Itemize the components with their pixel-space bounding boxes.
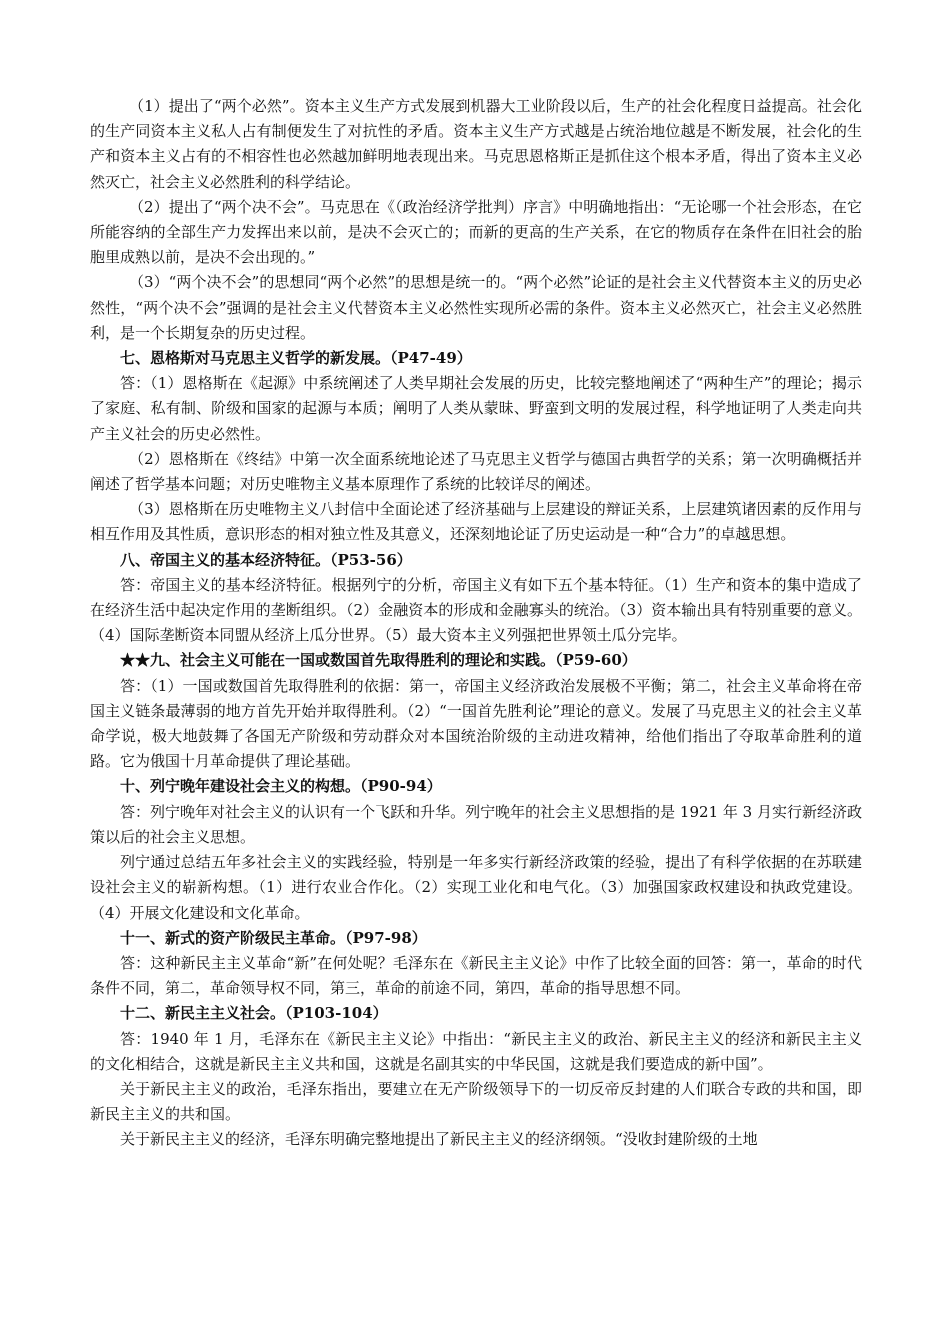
paragraph: 列宁通过总结五年多社会主义的实践经验，特别是一年多实行新经济政策的经验，提出了有科学依据的在苏联建设社会主义的崭新构想。（1）进行农业合作化。（2）实现工业化和电气化。（3）加强国家政权建设和执政党建设。（4）开展文化建设和文化革命。 — [90, 853, 862, 922]
section-heading: 八、帝国主义的基本经济特征。（P53-56） — [120, 550, 412, 569]
paragraph: （2）恩格斯在《终结》中第一次全面系统地论述了马克思主义哲学与德国古典哲学的关系；第一次明确概括并阐述了哲学基本问题；对历史唯物主义基本原理作了系统的比较详尽的阐述。 — [90, 449, 862, 494]
paragraph: （3）恩格斯在历史唯物主义八封信中全面论述了经济基础与上层建设的辩证关系，上层建筑诸因素的反作用与相互作用及其性质，意识形态的相对独立性及其意义，还深刻地论证了历史运动是一种“合力”的卓越思想。 — [90, 500, 862, 544]
paragraph: 答：列宁晚年对社会主义的认识有一个飞跃和升华。列宁晚年的社会主义思想指的是 1921 年 3 月实行新经济政策以后的社会主义思想。 — [90, 802, 862, 846]
paragraph: （2）提出了“两个决不会”。马克思在《（政治经济学批判）序言》中明确地指出：“无论哪一个社会形态，在它所能容纳的全部生产力发挥出来以前，是决不会灭亡的；而新的更高的生产关系，在它的物质存在条件在旧社会的胎胞里成熟以前，是决不会出现的。” — [90, 197, 862, 267]
paragraph: （3）“两个决不会”的思想同“两个必然”的思想是统一的。“两个必然”论证的是社会主义代替资本主义的历史必然性，“两个决不会”强调的是社会主义代替资本主义必然性实现所必需的条件。资本主义必然灭亡，社会主义必然胜利，是一个长期复杂的历史过程。 — [90, 273, 862, 342]
section-heading: 七、恩格斯对马克思主义哲学的新发展。（P47-49） — [120, 349, 472, 368]
section-heading: 十、列宁晚年建设社会主义的构想。（P90-94） — [120, 777, 442, 796]
document-page — [90, 94, 862, 1153]
section-heading: ★★九、社会主义可能在一国或数国首先取得胜利的理论和实践。（P59-60） — [120, 651, 637, 670]
paragraph: 关于新民主主义的政治，毛泽东指出，要建立在无产阶级领导下的一切反帝反封建的人们联合专政的共和国，即新民主主义的共和国。 — [90, 1079, 862, 1124]
section-heading: 十一、新式的资产阶级民主革命。（P97-98） — [120, 928, 427, 947]
section-heading: 十二、新民主主义社会。（P103-104） — [120, 1004, 388, 1023]
paragraph: （1）提出了“两个必然”。资本主义生产方式发展到机器大工业阶段以后，生产的社会化程度日益提高。社会化的生产同资本主义私人占有制便发生了对抗性的矛盾。资本主义生产方式越是占统治地位越是不断发展，社会化的生产和资本主义占有的不相容性也必然越加鲜明地表现出来。马克思恩格斯正是抓住这个根本矛盾，得出了资本主义必然灭亡，社会主义必然胜利的科学结论。 — [90, 97, 862, 191]
paragraph: 答：帝国主义的基本经济特征。根据列宁的分析，帝国主义有如下五个基本特征。（1）生产和资本的集中造成了在经济生活中起决定作用的垄断组织。（2）金融资本的形成和金融寡头的统治。（3）资本输出具有特别重要的意义。（4）国际垄断资本同盟从经济上瓜分世界。（5）最大资本主义列强把世界领土瓜分完毕。 — [90, 575, 862, 645]
paragraph: 答：这种新民主主义革命“新”在何处呢？毛泽东在《新民主主义论》中作了比较全面的回答：第一，革命的时代条件不同，第二，革命领导权不同，第三，革命的前途不同，第四，革命的指导思想不同。 — [90, 953, 862, 998]
paragraph: 关于新民主主义的经济，毛泽东明确完整地提出了新民主主义的经济纲领。“没收封建阶级的土地 — [120, 1130, 758, 1149]
paragraph: 答：（1）一国或数国首先取得胜利的依据：第一，帝国主义经济政治发展极不平衡；第二，社会主义革命将在帝国主义链条最薄弱的地方首先开始并取得胜利。（2）“一国首先胜利论”理论的意义。发展了马克思主义的社会主义革命学说，极大地鼓舞了各国无产阶级和劳动群众对本国统治阶级的主动进攻精神，给他们指出了夺取革命胜利的道路。它为俄国十月革命提供了理论基础。 — [90, 676, 862, 771]
paragraph: 答：1940 年 1 月，毛泽东在《新民主主义论》中指出：“新民主主义的政治、新民主主义的经济和新民主主义的文化相结合，这就是新民主主义共和国，这就是名副其实的中华民国，这就是我们要造成的新中国”。 — [90, 1029, 862, 1073]
paragraph: 答：（1）恩格斯在《起源》中系统阐述了人类早期社会发展的历史，比较完整地阐述了“两种生产”的理论；揭示了家庭、私有制、阶级和国家的起源与本质；阐明了人类从蒙昧、野蛮到文明的发展过程，科学地证明了人类走向共产主义社会的历史必然性。 — [90, 374, 862, 443]
